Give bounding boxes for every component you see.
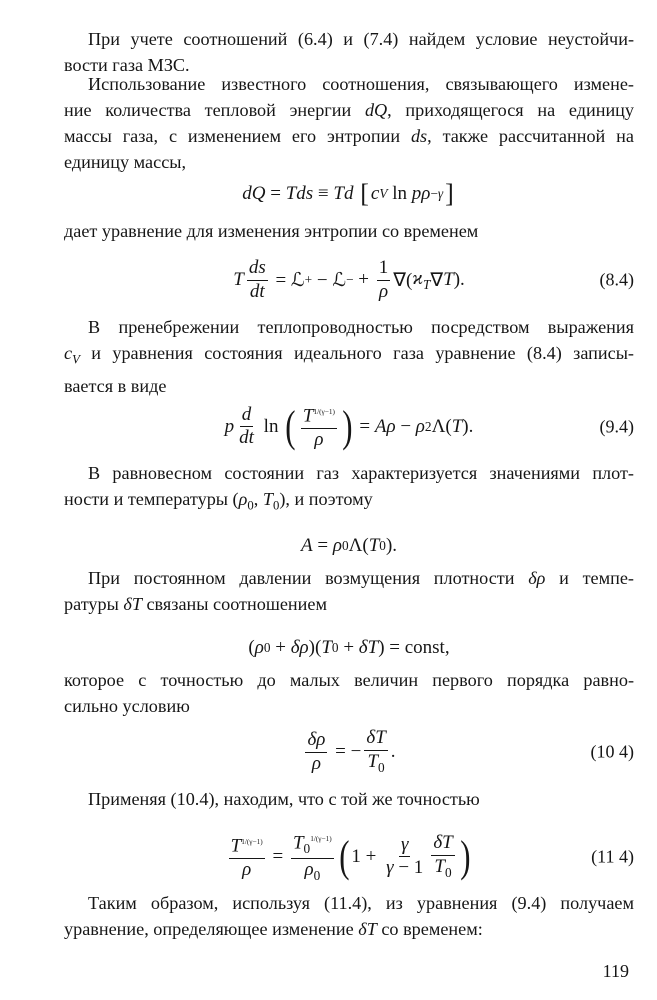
paragraph-9 bbox=[64, 890, 634, 942]
text-line: ности и температуры ($\rho_0$, $T_0$), и поэтому bbox=[64, 489, 373, 513]
equation-body: T $\frac{ds}{dt}$ = ℒ + − ℒ − + $\frac{1}{\rho}$ ∇( $ϰ_T$ ∇ T ). bbox=[233, 256, 465, 302]
equation-body: p $\frac{d}{dt}$ ln ( $\frac{T^{1/(\gamma-1)}}{\rho}$ ) = Aρ − ρ 2 Λ( T ). bbox=[224, 401, 474, 451]
equation-number: (8.4) bbox=[599, 269, 634, 290]
equation-const bbox=[64, 632, 634, 664]
paragraph-8 bbox=[64, 786, 634, 812]
paragraph-7 bbox=[64, 667, 634, 719]
text-line: массы газа, с изменением его энтропии ds, также рассчитанной на bbox=[64, 126, 634, 146]
equation-10-4 bbox=[64, 724, 634, 780]
text-line: которое с точностью до малых величин первого порядка равно- bbox=[64, 670, 634, 690]
text-line: В пренебрежении теплопроводностью посредством выражения bbox=[88, 317, 634, 337]
paragraph-4 bbox=[64, 314, 634, 399]
paragraph-2 bbox=[64, 71, 634, 175]
equation-body: ( ρ 0 + δρ )( T 0 + δT ) = const, bbox=[248, 637, 450, 658]
text-line: единицу массы, bbox=[64, 152, 187, 172]
text-line: ние количества тепловой энергии dQ, приходящегося на единицу bbox=[64, 100, 634, 120]
equation-number: (9.4) bbox=[599, 416, 634, 437]
text-line: $c_V$ и уравнения состояния идеального газа уравнение (8.4) записы- bbox=[64, 343, 634, 367]
equation-body: A = ρ 0 Λ( T 0 ). bbox=[300, 535, 398, 556]
text-line: При учете соотношений (6.4) и (7.4) найдем условие неустойчи- bbox=[88, 29, 634, 49]
text-line: дает уравнение для изменения энтропии со временем bbox=[64, 221, 479, 241]
paragraph-3 bbox=[64, 218, 634, 244]
equation-body: $\frac{\delta\rho}{\rho}$ = − $\frac{\delta T}{T_0}$ . bbox=[307, 727, 396, 776]
text-line: сильно условию bbox=[64, 696, 190, 716]
text-line: В равновесном состоянии газ характеризуется значениями плот- bbox=[88, 463, 634, 483]
page-number: 119 bbox=[602, 961, 629, 981]
paragraph-5 bbox=[64, 460, 634, 519]
equation-9-4 bbox=[64, 392, 634, 462]
equation-8-4 bbox=[64, 252, 634, 308]
paragraph-6 bbox=[64, 565, 634, 617]
equation-11-4 bbox=[64, 826, 634, 888]
text-line: вости газа МЗС. bbox=[64, 55, 190, 75]
text-line: Применяя (10.4), находим, что с той же точностью bbox=[88, 789, 480, 809]
equation-a bbox=[64, 530, 634, 562]
equation-number: (10 4) bbox=[590, 741, 634, 762]
text-line: Таким образом, используя (11.4), из уравнения (9.4) получаем bbox=[88, 893, 634, 913]
text-line: вается в виде bbox=[64, 375, 167, 396]
equation-dq bbox=[64, 176, 634, 212]
text-line: При постоянном давлении возмущения плотности δρ и темпе- bbox=[88, 568, 634, 588]
text-line: Использование известного соотношения, связывающего измене- bbox=[88, 74, 634, 94]
text-line: ратуры δT связаны соотношением bbox=[64, 594, 327, 614]
equation-body: $\frac{T^{1/(\gamma-1)}}{\rho}$ = $\frac{T_0^{1/(\gamma-1)}}{\rho_0}$ ( 1 + $\frac{\gamma}{\gamma - 1}$ $\frac{\delta T}{T_0}$ ) bbox=[230, 831, 471, 883]
text-line: уравнение, определяющее изменение δT со временем: bbox=[64, 919, 483, 939]
equation-body: dQ = Tds ≡ Td [ c V ln pρ −γ ] bbox=[242, 179, 454, 208]
equation-number: (11 4) bbox=[591, 846, 634, 867]
